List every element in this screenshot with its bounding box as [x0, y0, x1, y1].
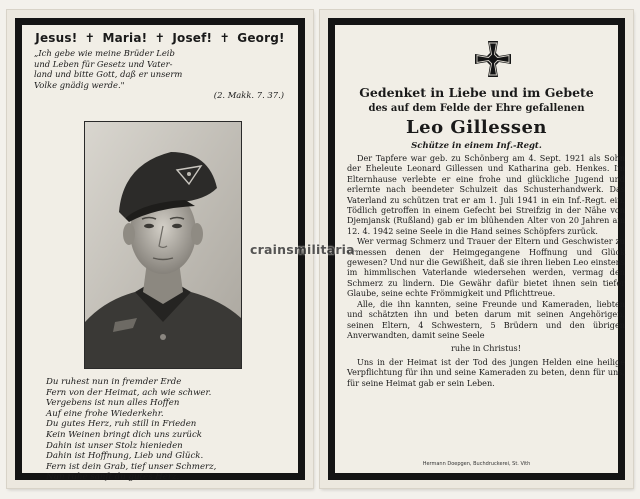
verse-line: Volke gnädig werde." [34, 79, 125, 90]
invocation-jesus: Jesus! [35, 31, 78, 45]
cross-icon: ✝ [84, 31, 96, 45]
invocation-header [22, 31, 298, 45]
poem-line: Dahin ist Hoffnung, Lieb und Glück. [46, 451, 204, 462]
poem-line: Fern ist dein Grab, tief unser Schmerz, [46, 461, 217, 472]
verse-line: und Leben für Gesetz und Vater- [34, 58, 173, 69]
poem-line: Kein Weinen bringt dich uns zurück [46, 429, 202, 440]
soldier-portrait [84, 121, 242, 369]
verse-line: „Ich gebe wie meine Brüder Leib [34, 48, 175, 58]
watermark: crainsmilitaria [250, 242, 355, 257]
poem-line: Fern von der Heimat, ach wie schwer. [46, 387, 212, 398]
soldier-rank: Schütze in einem Inf.-Regt. [411, 141, 542, 151]
bio-paragraph: Uns in der Heimat ist der Tod des jungen Helden eine heilige Verpflichtung für ihn und seine Kameraden zu beten, denn für uns, für seine Heimat gab er sein Leben. [347, 356, 625, 388]
verse-line: land und bitte Gott, daß er unserm [34, 69, 183, 79]
memorial-title: Gedenket in Liebe und im Gebete [359, 85, 594, 100]
iron-cross-icon [473, 39, 513, 79]
portrait-illustration [85, 122, 241, 368]
right-card [320, 10, 633, 488]
verse-reference: (2. Makk. 7. 37.) [213, 90, 284, 100]
bio-paragraph: Wer vermag Schmerz und Trauer der Eltern und Geschwister zu ermessen denen der Heimgegangene Hoffnung und Glück gewesen? Und nur die Gewißheit, daß sie ihren lieben Leo einstens im himmlischen Vaterlande wiedersehen werden, vermag den Schmerz zu lindern. Die Gewähr dafür bietet ihnen sein tiefer Glaube, seine echte Frömmigkeit und Pflichttreue. [347, 236, 625, 299]
cross-icon: ✝ [154, 31, 165, 45]
right-frame [328, 18, 625, 480]
poem-line: Du gutes Herz, ruh still in Frieden [46, 419, 197, 430]
poem-line: Dahin ist unser Stolz hienieden [46, 440, 183, 451]
scripture-verse [34, 48, 288, 101]
printer-credit: Hermann Doepgen, Buchdruckerei, St. Vith [422, 461, 531, 467]
memorial-subtitle: des auf dem Felde der Ehre gefallenen [368, 103, 585, 114]
bio-paragraph: Der Tapfere war geb. zu Schönberg am 4. Sept. 1921 als Sohn der Eheleute Leonard Gillessen und Katharina geb. Henkes. Im Elternhause verlebte er eine frohe und glückliche Jugend und erlernte nach beendeter Schulzeit das Schusterhandwerk. Das Vaterland zu schützen trat er am 1. Juli 1941 in ein Inf.-Regt. ein. Tödlich getroffen in einem Gefecht bei Streifzig in der Nähe von Djemjansk (Rußland) gab er im blühenden Alter von 20 Jahren am 12. 4. 1942 seine Seele in die Hand seines Schöpfers zurück. [347, 153, 625, 236]
rest-in-christ: ruhe in Christus! [451, 343, 521, 354]
invocation-georg: Georg! [237, 31, 285, 45]
cross-icon: ✝ [219, 31, 230, 45]
soldier-name: Leo Gillessen [405, 117, 548, 138]
poem-line: Auf eine frohe Wiederkehr. [46, 408, 164, 419]
poem-line: Vergebens ist nun alles Hoffen [46, 398, 180, 409]
biography [347, 153, 625, 388]
poem-line: Du ruhest nun in fremder Erde [46, 377, 182, 387]
bio-paragraph: Alle, die ihn kannten, seine Freunde und Kameraden, liebten und schätzten ihn und beten darum mit seinen Angehörigen, seinen Eltern, 4 Schwestern, 5 Brüdern und den übrigen Anverwandten, damit seine Seele [347, 298, 625, 340]
memorial-poem [46, 377, 286, 483]
invocation-maria: Maria! [102, 31, 148, 45]
invocation-josef: Josef! [172, 31, 213, 45]
poem-line: Nun ruhe sanft du gutes Herz. [46, 472, 180, 483]
